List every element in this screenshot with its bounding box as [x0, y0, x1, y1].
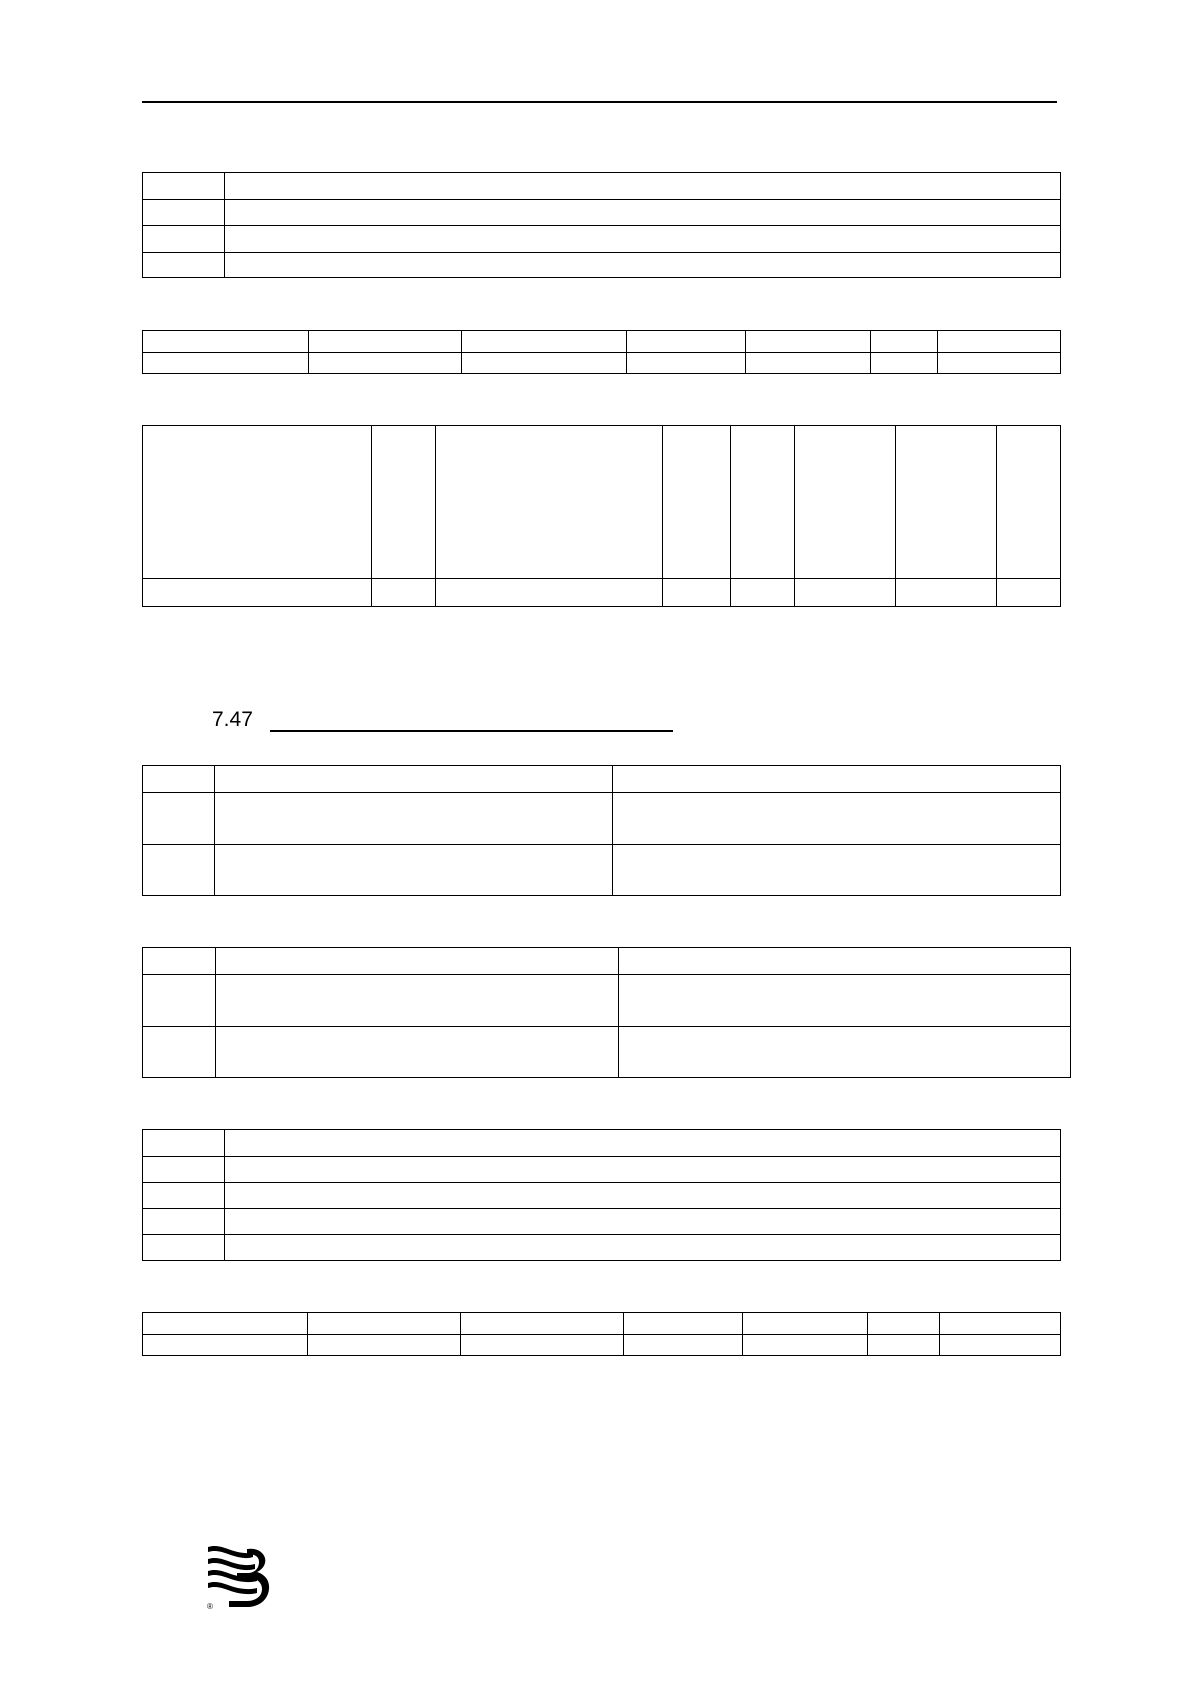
parameter-table-1: [142, 172, 1061, 278]
page-header-rule: [142, 101, 1057, 103]
section-heading-number: 7.47: [212, 708, 253, 731]
attribute-table-1: [142, 330, 1061, 374]
attribute-table-2: [142, 1312, 1061, 1356]
description-table-2: [142, 947, 1071, 1078]
section-heading-underline: [270, 730, 673, 732]
header-matrix-table: [142, 425, 1061, 607]
parameter-table-2: [142, 1129, 1061, 1261]
registered-mark: ®: [207, 1602, 213, 1611]
manufacturer-logo: [207, 1545, 273, 1611]
description-table-1: [142, 765, 1061, 896]
